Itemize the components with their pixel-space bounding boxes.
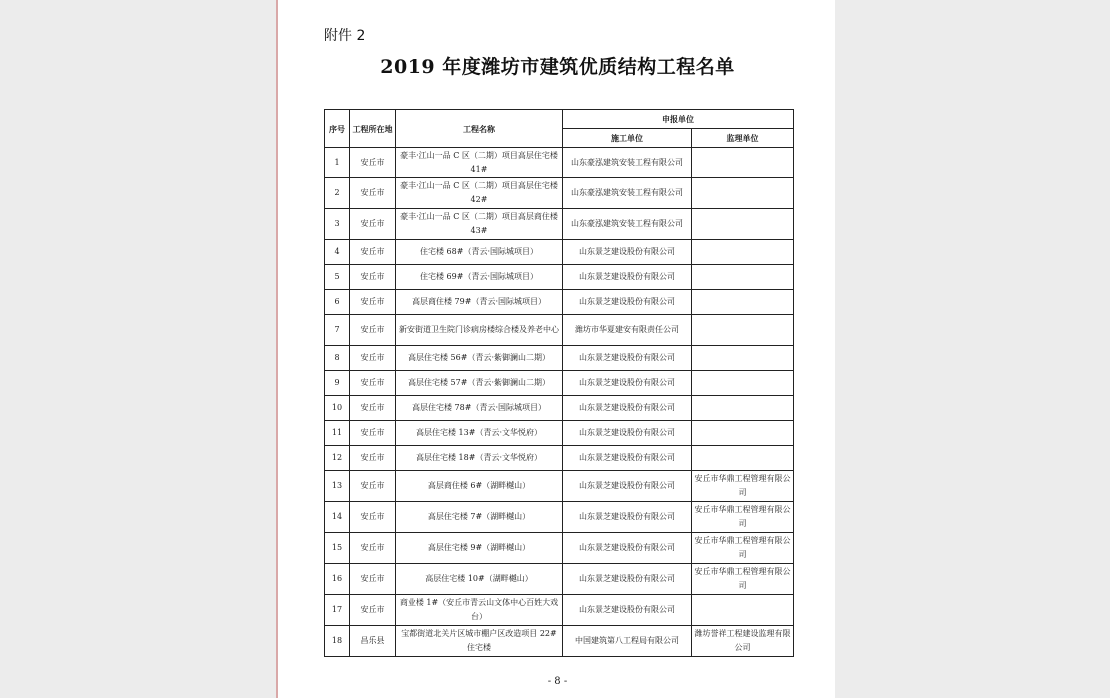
table-row (325, 346, 794, 371)
header-units: 申报单位 (563, 110, 794, 129)
cell-seq: 2 (325, 178, 350, 209)
cell-location: 安丘市 (350, 290, 396, 315)
cell-construction: 山东豪泓建筑安装工程有限公司 (563, 209, 692, 240)
cell-location: 安丘市 (350, 595, 396, 626)
cell-supervision (692, 178, 794, 209)
cell-seq: 16 (325, 564, 350, 595)
cell-supervision (692, 396, 794, 421)
table-row (325, 626, 794, 657)
cell-construction: 山东景芝建设股份有限公司 (563, 346, 692, 371)
cell-construction: 山东景芝建设股份有限公司 (563, 446, 692, 471)
cell-supervision: 安丘市华鼎工程管理有限公司 (692, 471, 794, 502)
cell-construction: 山东景芝建设股份有限公司 (563, 240, 692, 265)
cell-location: 安丘市 (350, 471, 396, 502)
cell-location: 安丘市 (350, 446, 396, 471)
cell-supervision: 潍坊誉祥工程建设监理有限公司 (692, 626, 794, 657)
cell-supervision (692, 240, 794, 265)
cell-location: 安丘市 (350, 148, 396, 178)
cell-location: 安丘市 (350, 265, 396, 290)
table-row (325, 502, 794, 533)
table-row (325, 564, 794, 595)
cell-supervision (692, 148, 794, 178)
page-number: - 8 - (547, 676, 568, 687)
table-row (325, 595, 794, 626)
cell-seq: 15 (325, 533, 350, 564)
header-location: 工程所在地 (350, 110, 396, 148)
cell-location: 安丘市 (350, 209, 396, 240)
cell-construction: 山东景芝建设股份有限公司 (563, 533, 692, 564)
cell-supervision (692, 265, 794, 290)
table-row (325, 178, 794, 209)
table-row (325, 471, 794, 502)
cell-location: 昌乐县 (350, 626, 396, 657)
cell-construction: 山东景芝建设股份有限公司 (563, 265, 692, 290)
cell-name: 高层住宅楼 56#（青云·紫御澜山二期） (396, 346, 563, 371)
cell-name: 高层住宅楼 57#（青云·紫御澜山二期） (396, 371, 563, 396)
cell-supervision: 安丘市华鼎工程管理有限公司 (692, 533, 794, 564)
cell-name: 住宅楼 68#（青云·国际城项目） (396, 240, 563, 265)
cell-construction: 山东景芝建设股份有限公司 (563, 290, 692, 315)
cell-name: 高层住宅楼 18#（青云·文华悦府） (396, 446, 563, 471)
table-row (325, 315, 794, 346)
cell-name: 宝都街道北关片区城市棚户区改造项目 22# 住宅楼 (396, 626, 563, 657)
cell-seq: 8 (325, 346, 350, 371)
cell-name: 高层住宅楼 9#（湖畔樾山） (396, 533, 563, 564)
cell-seq: 12 (325, 446, 350, 471)
cell-supervision (692, 446, 794, 471)
cell-construction: 山东景芝建设股份有限公司 (563, 502, 692, 533)
header-seq: 序号 (325, 110, 350, 148)
cell-construction: 山东景芝建设股份有限公司 (563, 471, 692, 502)
cell-location: 安丘市 (350, 421, 396, 446)
table-row (325, 265, 794, 290)
table-row (325, 240, 794, 265)
table-row (325, 290, 794, 315)
cell-seq: 10 (325, 396, 350, 421)
cell-construction: 山东景芝建设股份有限公司 (563, 396, 692, 421)
cell-seq: 13 (325, 471, 350, 502)
cell-construction: 山东景芝建设股份有限公司 (563, 595, 692, 626)
cell-name: 商业楼 1#（安丘市青云山文体中心百姓大戏台） (396, 595, 563, 626)
cell-name: 豪丰·江山一品 C 区（二期）项目高层住宅楼 42# (396, 178, 563, 209)
cell-seq: 5 (325, 265, 350, 290)
cell-location: 安丘市 (350, 396, 396, 421)
cell-location: 安丘市 (350, 502, 396, 533)
cell-supervision (692, 290, 794, 315)
cell-location: 安丘市 (350, 564, 396, 595)
cell-supervision: 安丘市华鼎工程管理有限公司 (692, 564, 794, 595)
table-row (325, 209, 794, 240)
table-row (325, 446, 794, 471)
attachment-label: 附件 2 (324, 28, 366, 44)
cell-seq: 17 (325, 595, 350, 626)
cell-seq: 18 (325, 626, 350, 657)
cell-supervision (692, 371, 794, 396)
cell-supervision (692, 209, 794, 240)
cell-seq: 3 (325, 209, 350, 240)
cell-location: 安丘市 (350, 371, 396, 396)
cell-location: 安丘市 (350, 346, 396, 371)
cell-location: 安丘市 (350, 240, 396, 265)
cell-location: 安丘市 (350, 315, 396, 346)
header-supervision: 监理单位 (692, 129, 794, 148)
cell-seq: 1 (325, 148, 350, 178)
cell-seq: 11 (325, 421, 350, 446)
document-title: 2019 年度潍坊市建筑优质结构工程名单 (380, 56, 735, 78)
cell-name: 豪丰·江山一品 C 区（二期）项目高层住宅楼 41# (396, 148, 563, 178)
cell-construction: 中国建筑第八工程局有限公司 (563, 626, 692, 657)
cell-name: 高层住宅楼 10#（湖畔樾山） (396, 564, 563, 595)
cell-seq: 4 (325, 240, 350, 265)
cell-construction: 山东景芝建设股份有限公司 (563, 371, 692, 396)
cell-seq: 6 (325, 290, 350, 315)
cell-seq: 14 (325, 502, 350, 533)
cell-supervision (692, 421, 794, 446)
table-row (325, 533, 794, 564)
table-row (325, 421, 794, 446)
header-name: 工程名称 (396, 110, 563, 148)
cell-supervision (692, 346, 794, 371)
cell-seq: 7 (325, 315, 350, 346)
cell-name: 高层住宅楼 78#（青云·国际城项目） (396, 396, 563, 421)
cell-name: 住宅楼 69#（青云·国际城项目） (396, 265, 563, 290)
cell-name: 高层商住楼 6#（湖畔樾山） (396, 471, 563, 502)
table-row (325, 148, 794, 178)
cell-construction: 山东景芝建设股份有限公司 (563, 564, 692, 595)
table-row (325, 371, 794, 396)
document-page (276, 0, 835, 698)
cell-construction: 山东豪泓建筑安装工程有限公司 (563, 148, 692, 178)
cell-construction: 山东景芝建设股份有限公司 (563, 421, 692, 446)
cell-name: 豪丰·江山一品 C 区（二期）项目高层商住楼 43# (396, 209, 563, 240)
cell-supervision: 安丘市华鼎工程管理有限公司 (692, 502, 794, 533)
cell-name: 高层住宅楼 7#（湖畔樾山） (396, 502, 563, 533)
cell-supervision (692, 315, 794, 346)
project-table (324, 109, 794, 657)
cell-construction: 潍坊市华夏建安有限责任公司 (563, 315, 692, 346)
cell-name: 高层住宅楼 13#（青云·文华悦府） (396, 421, 563, 446)
cell-location: 安丘市 (350, 178, 396, 209)
cell-name: 高层商住楼 79#（青云·国际城项目） (396, 290, 563, 315)
cell-name: 新安街道卫生院门诊病房楼综合楼及养老中心 (396, 315, 563, 346)
cell-location: 安丘市 (350, 533, 396, 564)
cell-seq: 9 (325, 371, 350, 396)
table-row (325, 396, 794, 421)
cell-construction: 山东豪泓建筑安装工程有限公司 (563, 178, 692, 209)
cell-supervision (692, 595, 794, 626)
header-construction: 施工单位 (563, 129, 692, 148)
